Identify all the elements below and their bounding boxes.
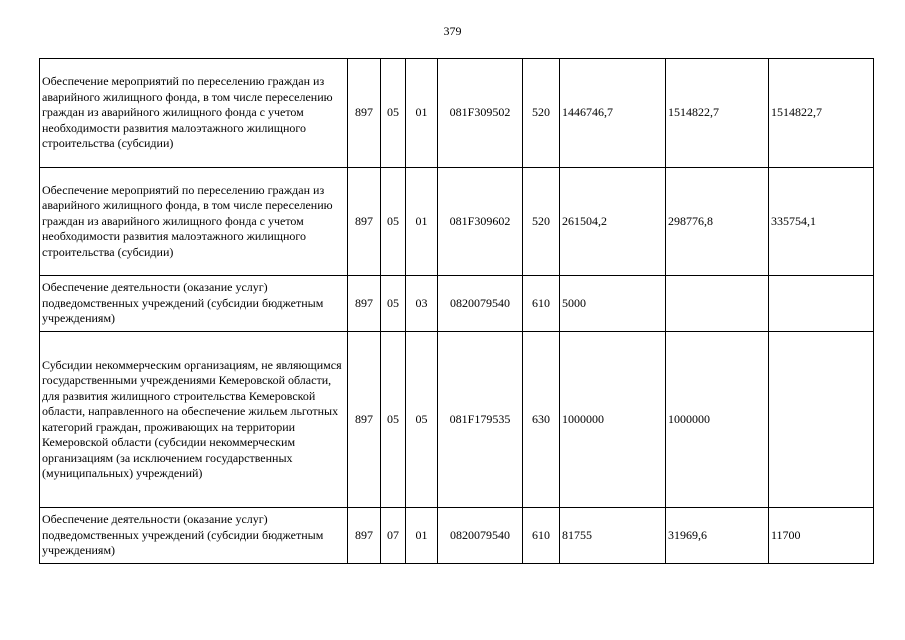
amount-year-3 xyxy=(769,276,874,332)
subsection-code: 01 xyxy=(406,59,438,168)
table-row xyxy=(40,508,874,564)
expense-type-code: 610 xyxy=(523,276,560,332)
amount-year-2: 298776,8 xyxy=(666,168,769,276)
table-row xyxy=(40,332,874,508)
amount-year-2: 1514822,7 xyxy=(666,59,769,168)
row-name: Обеспечение мероприятий по переселению граждан из аварийного жилищного фонда, в том числе переселению граждан из аварийного жилищного фонда с учетом необходимости развития малоэтажного жилищного строительства (субсидии) xyxy=(40,59,348,168)
expense-type-code: 610 xyxy=(523,508,560,564)
ministry-code: 897 xyxy=(348,276,381,332)
amount-year-1: 261504,2 xyxy=(560,168,666,276)
section-code: 05 xyxy=(381,168,406,276)
row-name: Обеспечение мероприятий по переселению граждан из аварийного жилищного фонда, в том числе переселению граждан из аварийного жилищного фонда с учетом необходимости развития малоэтажного жилищного строительства (субсидии) xyxy=(40,168,348,276)
amount-year-1: 1000000 xyxy=(560,332,666,508)
amount-year-2: 1000000 xyxy=(666,332,769,508)
amount-year-3: 11700 xyxy=(769,508,874,564)
expense-type-code: 630 xyxy=(523,332,560,508)
table-row xyxy=(40,59,874,168)
section-code: 05 xyxy=(381,59,406,168)
amount-year-1: 1446746,7 xyxy=(560,59,666,168)
ministry-code: 897 xyxy=(348,508,381,564)
amount-year-3 xyxy=(769,332,874,508)
target-code: 0820079540 xyxy=(438,276,523,332)
subsection-code: 01 xyxy=(406,508,438,564)
section-code: 05 xyxy=(381,276,406,332)
table-row xyxy=(40,168,874,276)
target-code: 081F309602 xyxy=(438,168,523,276)
amount-year-1: 5000 xyxy=(560,276,666,332)
amount-year-1: 81755 xyxy=(560,508,666,564)
expense-type-code: 520 xyxy=(523,168,560,276)
subsection-code: 01 xyxy=(406,168,438,276)
section-code: 05 xyxy=(381,332,406,508)
amount-year-3: 335754,1 xyxy=(769,168,874,276)
ministry-code: 897 xyxy=(348,59,381,168)
amount-year-2: 31969,6 xyxy=(666,508,769,564)
row-name: Обеспечение деятельности (оказание услуг) подведомственных учреждений (субсидии бюджетным учреждениям) xyxy=(40,508,348,564)
budget-table xyxy=(39,58,874,564)
subsection-code: 03 xyxy=(406,276,438,332)
target-code: 081F309502 xyxy=(438,59,523,168)
section-code: 07 xyxy=(381,508,406,564)
row-name: Обеспечение деятельности (оказание услуг) подведомственных учреждений (субсидии бюджетным учреждениям) xyxy=(40,276,348,332)
ministry-code: 897 xyxy=(348,332,381,508)
amount-year-3: 1514822,7 xyxy=(769,59,874,168)
page-number: 379 xyxy=(443,24,462,38)
amount-year-2 xyxy=(666,276,769,332)
target-code: 0820079540 xyxy=(438,508,523,564)
target-code: 081F179535 xyxy=(438,332,523,508)
table-row xyxy=(40,276,874,332)
expense-type-code: 520 xyxy=(523,59,560,168)
row-name: Субсидии некоммерческим организациям, не являющимся государственными учреждениями Кемеровской области, для развития жилищного строительства Кемеровской области, направленного на обеспечение жильем льготных категорий граждан, проживающих на территории Кемеровской области (субсидии некоммерческим организациям (за исключением государственных (муниципальных) учреждений) xyxy=(40,332,348,508)
subsection-code: 05 xyxy=(406,332,438,508)
ministry-code: 897 xyxy=(348,168,381,276)
